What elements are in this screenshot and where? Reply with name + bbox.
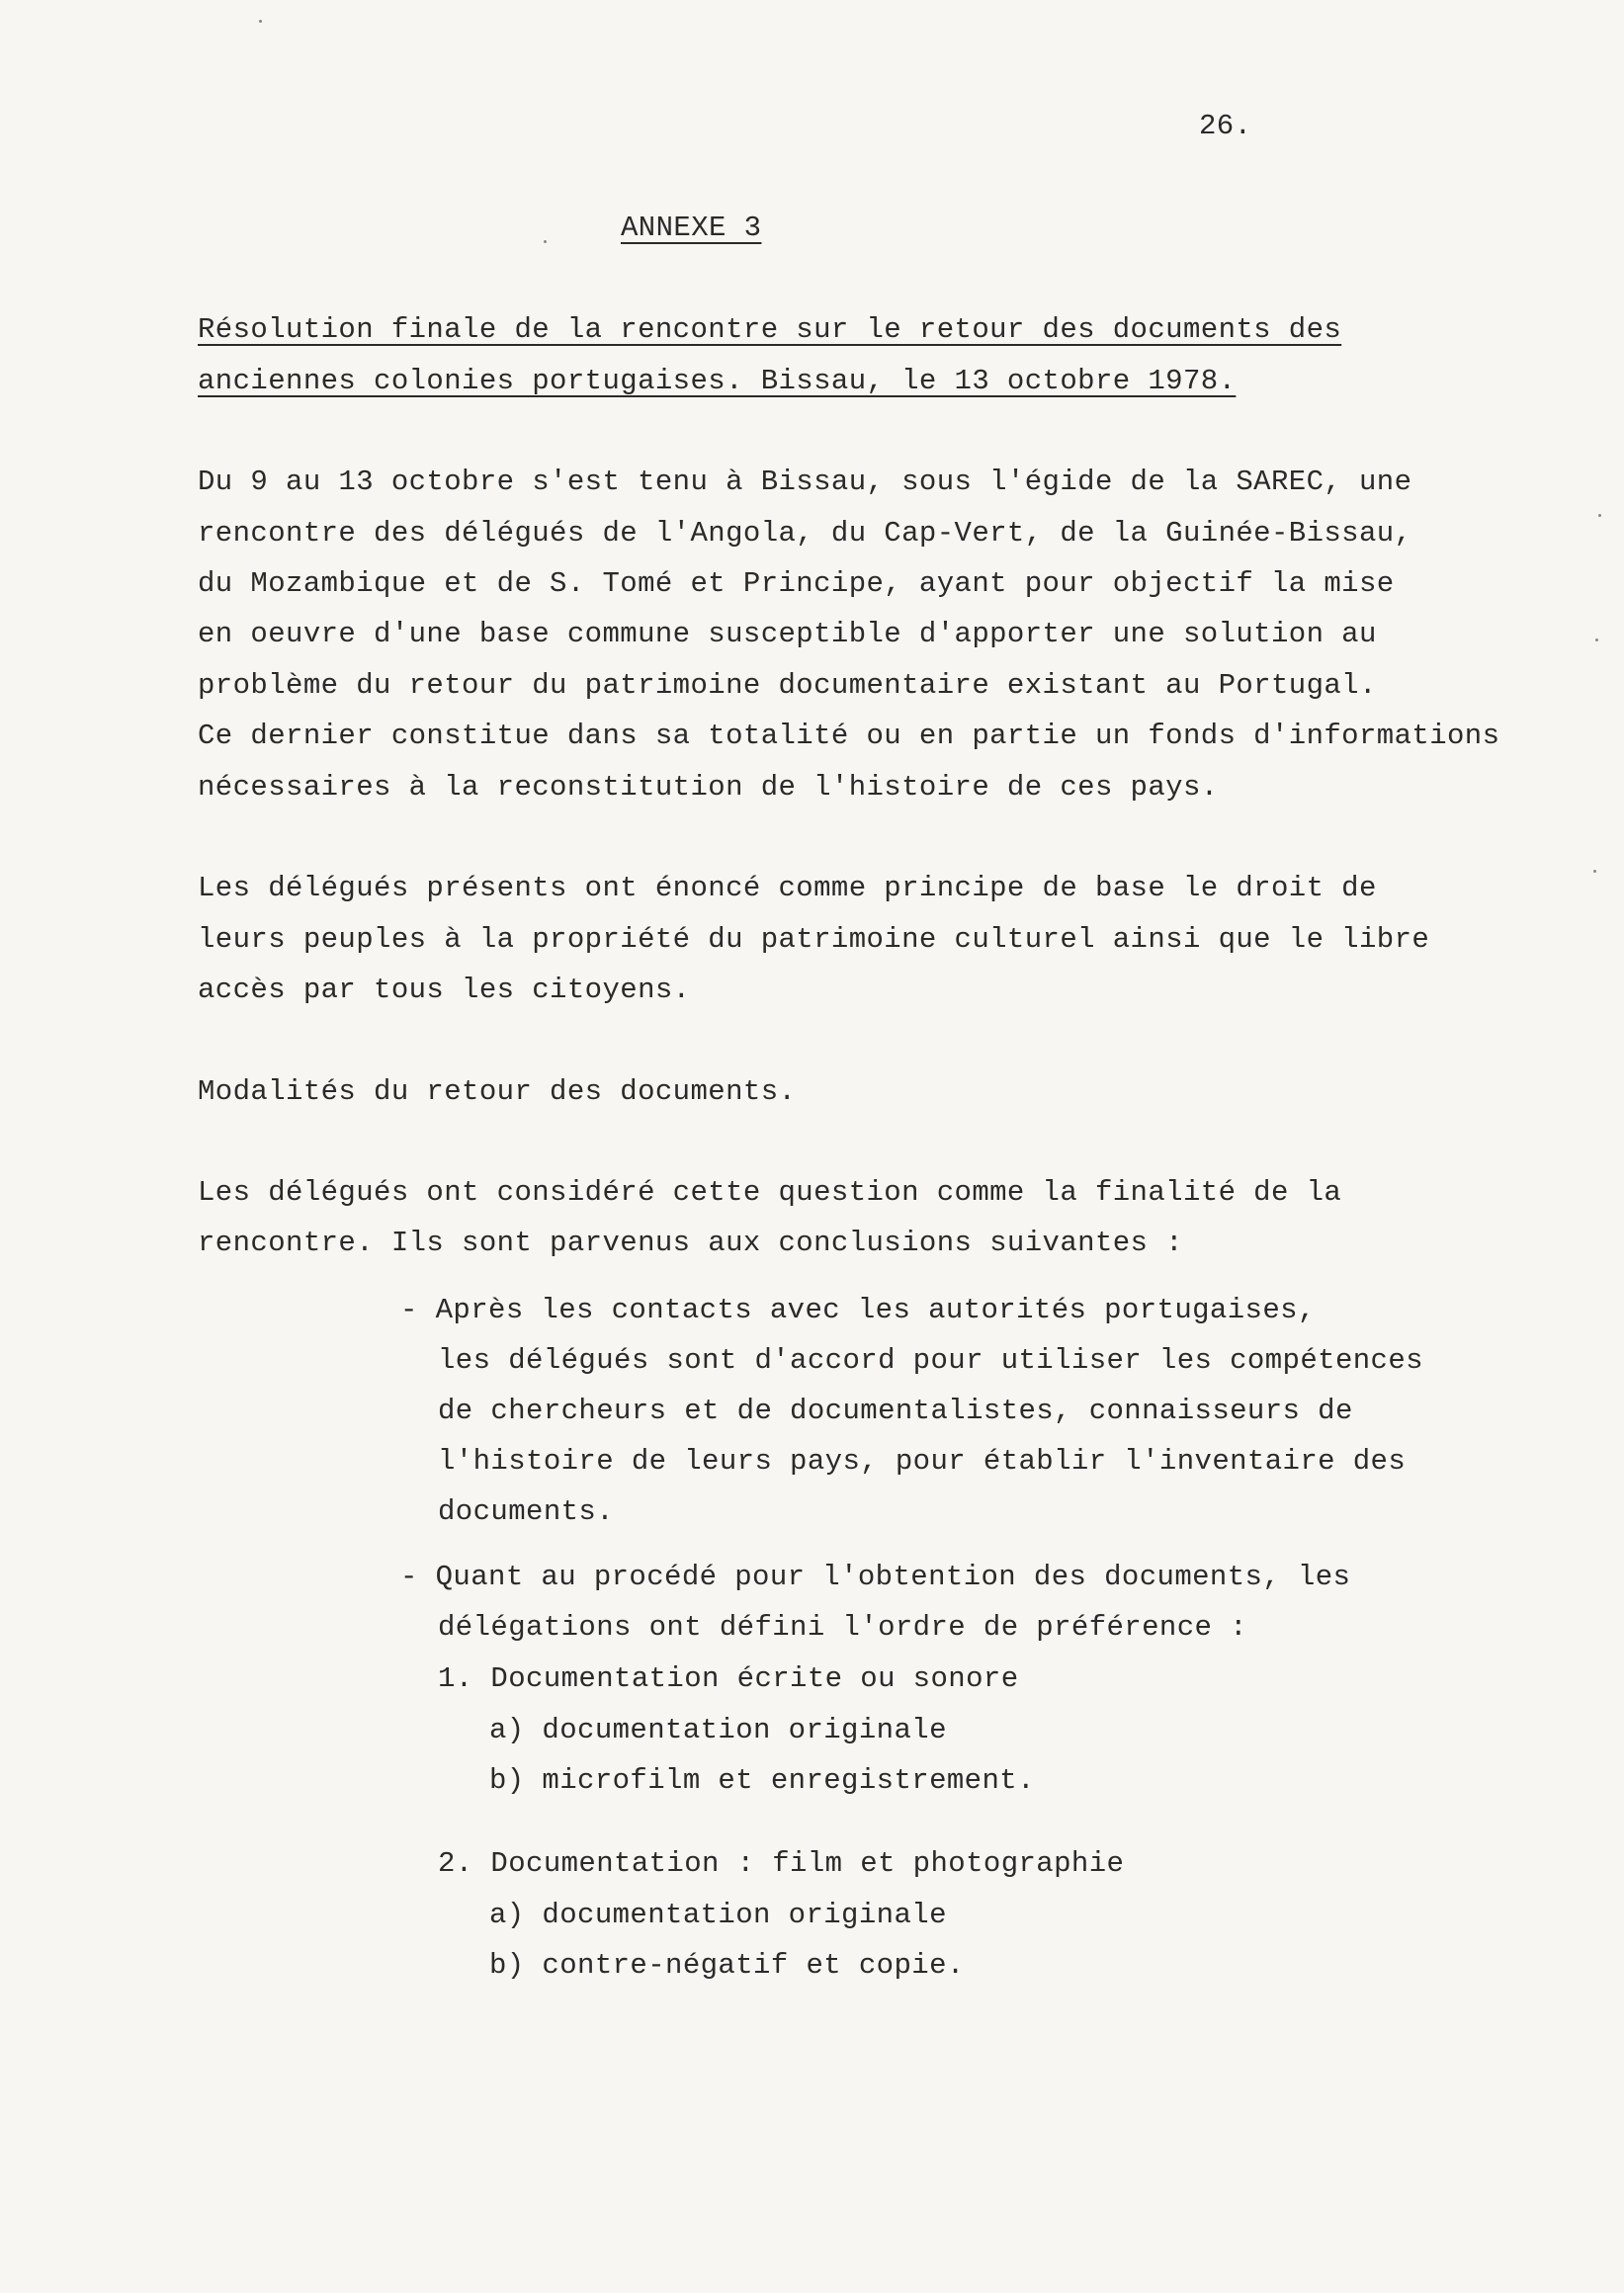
bullet-1-line: l'histoire de leurs pays, pour établir l'inventaire des xyxy=(438,1445,1407,1478)
paragraph-2-line: leurs peuples à la propriété du patrimoine culturel ainsi que le libre xyxy=(198,923,1430,956)
list-1-item-b: b) microfilm et enregistrement. xyxy=(489,1764,1035,1797)
annex-title: ANNEXE 3 xyxy=(621,212,762,244)
paragraph-3-line: Les délégués ont considéré cette question comme la finalité de la xyxy=(198,1176,1342,1209)
page-number: 26. xyxy=(1199,110,1252,142)
bullet-1-line: les délégués sont d'accord pour utiliser les compétences xyxy=(438,1344,1423,1377)
bullet-1-line: - Après les contacts avec les autorités portugaises, xyxy=(400,1294,1316,1326)
heading-line-1: Résolution finale de la rencontre sur le retour des documents des xyxy=(198,313,1342,346)
list-2-item-b: b) contre-négatif et copie. xyxy=(489,1949,965,1982)
list-1-title: 1. Documentation écrite ou sonore xyxy=(438,1662,1019,1695)
list-2-title: 2. Documentation : film et photographie xyxy=(438,1847,1125,1880)
paragraph-1-line: du Mozambique et de S. Tomé et Principe, ayant pour objectif la mise xyxy=(198,567,1395,600)
paper-speck xyxy=(1598,514,1601,517)
paragraph-1-line: Du 9 au 13 octobre s'est tenu à Bissau, sous l'égide de la SAREC, une xyxy=(198,466,1412,498)
list-1-item-a: a) documentation originale xyxy=(489,1714,947,1746)
paragraph-1-line: rencontre des délégués de l'Angola, du Cap-Vert, de la Guinée-Bissau, xyxy=(198,517,1412,550)
paragraph-1-line: problème du retour du patrimoine documentaire existant au Portugal. xyxy=(198,669,1377,702)
paper-speck xyxy=(1595,638,1598,641)
paper-speck xyxy=(544,240,547,243)
bullet-2-line: - Quant au procédé pour l'obtention des documents, les xyxy=(400,1561,1351,1593)
paper-speck xyxy=(259,20,262,23)
bullet-2-line: délégations ont défini l'ordre de préférence : xyxy=(438,1611,1247,1644)
paragraph-2-line: Les délégués présents ont énoncé comme principe de base le droit de xyxy=(198,872,1377,904)
paper-speck xyxy=(1593,870,1596,873)
bullet-1-line: de chercheurs et de documentalistes, connaisseurs de xyxy=(438,1395,1353,1427)
list-2-item-a: a) documentation originale xyxy=(489,1899,947,1931)
bullet-1-line: documents. xyxy=(438,1495,615,1528)
section-title: Modalités du retour des documents. xyxy=(198,1075,797,1108)
heading-line-2: anciennes colonies portugaises. Bissau, le 13 octobre 1978. xyxy=(198,365,1237,397)
paragraph-2-line: accès par tous les citoyens. xyxy=(198,974,691,1006)
paragraph-1-line: nécessaires à la reconstitution de l'histoire de ces pays. xyxy=(198,771,1219,804)
paragraph-1-line: en oeuvre d'une base commune susceptible d'apporter une solution au xyxy=(198,618,1377,650)
paragraph-1-line: Ce dernier constitue dans sa totalité ou en partie un fonds d'informations xyxy=(198,720,1500,752)
paragraph-3-line: rencontre. Ils sont parvenus aux conclusions suivantes : xyxy=(198,1227,1183,1259)
